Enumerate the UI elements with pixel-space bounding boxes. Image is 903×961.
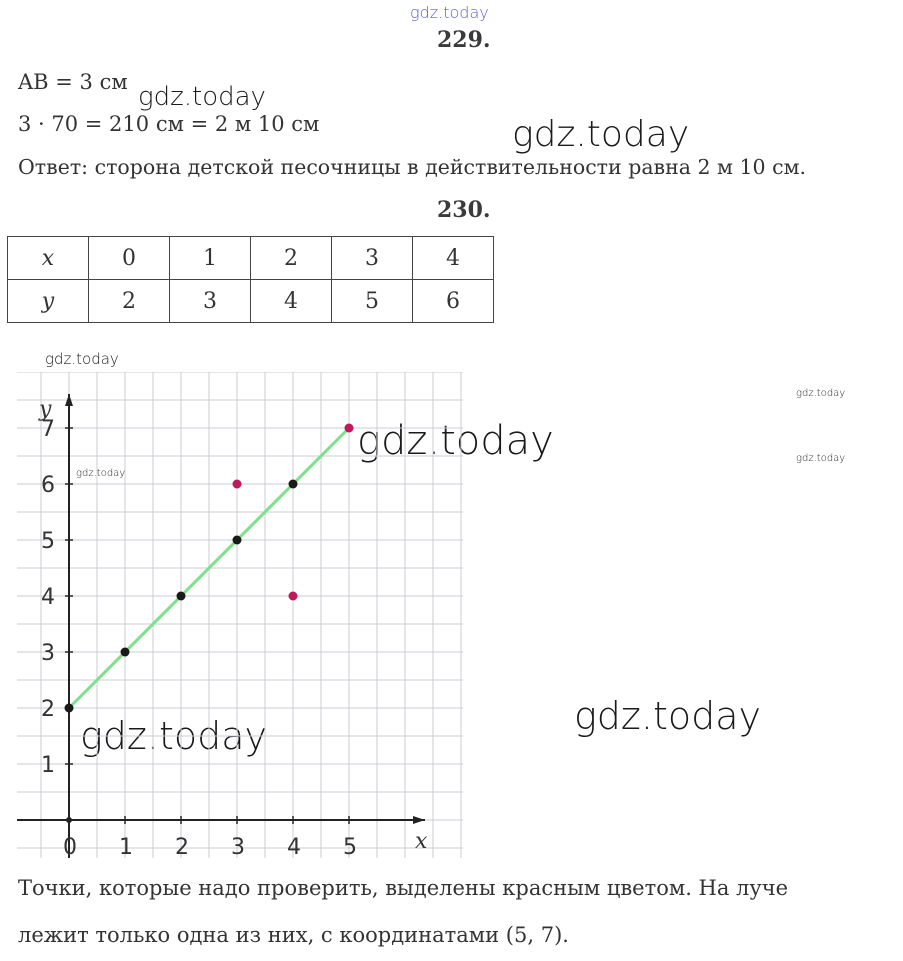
table-row bbox=[8, 237, 494, 280]
y-tick-label: 1 bbox=[41, 753, 55, 778]
table-cell: 3 bbox=[170, 280, 251, 323]
table-cell: 4 bbox=[251, 280, 332, 323]
task-number-230: 230. bbox=[437, 197, 491, 223]
data-point bbox=[121, 648, 130, 657]
x-tick-label: 5 bbox=[343, 835, 357, 858]
data-point bbox=[177, 592, 186, 601]
watermark: gdz.today bbox=[796, 388, 846, 399]
origin-point bbox=[66, 817, 72, 823]
watermark: gdz.today bbox=[80, 714, 267, 758]
watermark: gdz.today bbox=[796, 453, 846, 464]
x-tick-label: 2 bbox=[175, 835, 189, 858]
watermark: gdz.today bbox=[45, 350, 119, 368]
table-cell: 2 bbox=[89, 280, 170, 323]
table-cell: 2 bbox=[251, 237, 332, 280]
values-table bbox=[7, 236, 494, 323]
x-tick-label: 0 bbox=[63, 835, 77, 858]
task230-text-line1: Точки, которые надо проверить, выделены красным цветом. На луче bbox=[18, 876, 789, 900]
y-tick-label: 4 bbox=[41, 585, 55, 610]
task229-line2: 3 · 70 = 210 см = 2 м 10 см bbox=[18, 112, 320, 136]
x-axis-label: x bbox=[415, 829, 428, 854]
table-row bbox=[8, 280, 494, 323]
y-tick-label: 7 bbox=[41, 417, 55, 442]
data-point bbox=[289, 480, 298, 489]
task229-answer: Ответ: сторона детской песочницы в действительности равна 2 м 10 см. bbox=[18, 155, 807, 179]
data-point bbox=[289, 592, 298, 601]
table-cell: 3 bbox=[332, 237, 413, 280]
y-axis-label: y bbox=[39, 397, 52, 422]
watermark: gdz.today bbox=[76, 468, 126, 479]
y-tick-label: 5 bbox=[41, 529, 55, 554]
x-tick-label: 1 bbox=[119, 835, 133, 858]
watermark: gdz.today bbox=[512, 114, 690, 155]
x-tick-label: 3 bbox=[231, 835, 245, 858]
table-cell: 5 bbox=[332, 280, 413, 323]
coordinate-graph bbox=[17, 372, 463, 858]
table-cell: 6 bbox=[413, 280, 494, 323]
y-tick-label: 2 bbox=[41, 697, 55, 722]
watermark: gdz.today bbox=[574, 694, 761, 738]
task230-text-line2: лежит только одна из них, с координатами (5, 7). bbox=[18, 923, 569, 947]
task-number-229: 229. bbox=[437, 27, 491, 53]
data-point bbox=[65, 704, 74, 713]
table-cell: 0 bbox=[89, 237, 170, 280]
data-point bbox=[233, 536, 242, 545]
y-tick-label: 6 bbox=[41, 473, 55, 498]
x-tick-label: 4 bbox=[287, 835, 301, 858]
data-point bbox=[345, 424, 354, 433]
table-cell: 4 bbox=[413, 237, 494, 280]
table-cell: 1 bbox=[170, 237, 251, 280]
y-tick-label: 3 bbox=[41, 641, 55, 666]
table-header-cell: x bbox=[8, 237, 89, 280]
watermark: gdz.today bbox=[138, 82, 266, 112]
x-axis-arrow bbox=[413, 816, 425, 824]
watermark-top: gdz.today bbox=[410, 3, 489, 22]
watermark: gdz.today bbox=[357, 418, 554, 464]
task229-line1: AB = 3 см bbox=[18, 70, 128, 94]
data-point bbox=[233, 480, 242, 489]
table-header-cell: y bbox=[8, 280, 89, 323]
